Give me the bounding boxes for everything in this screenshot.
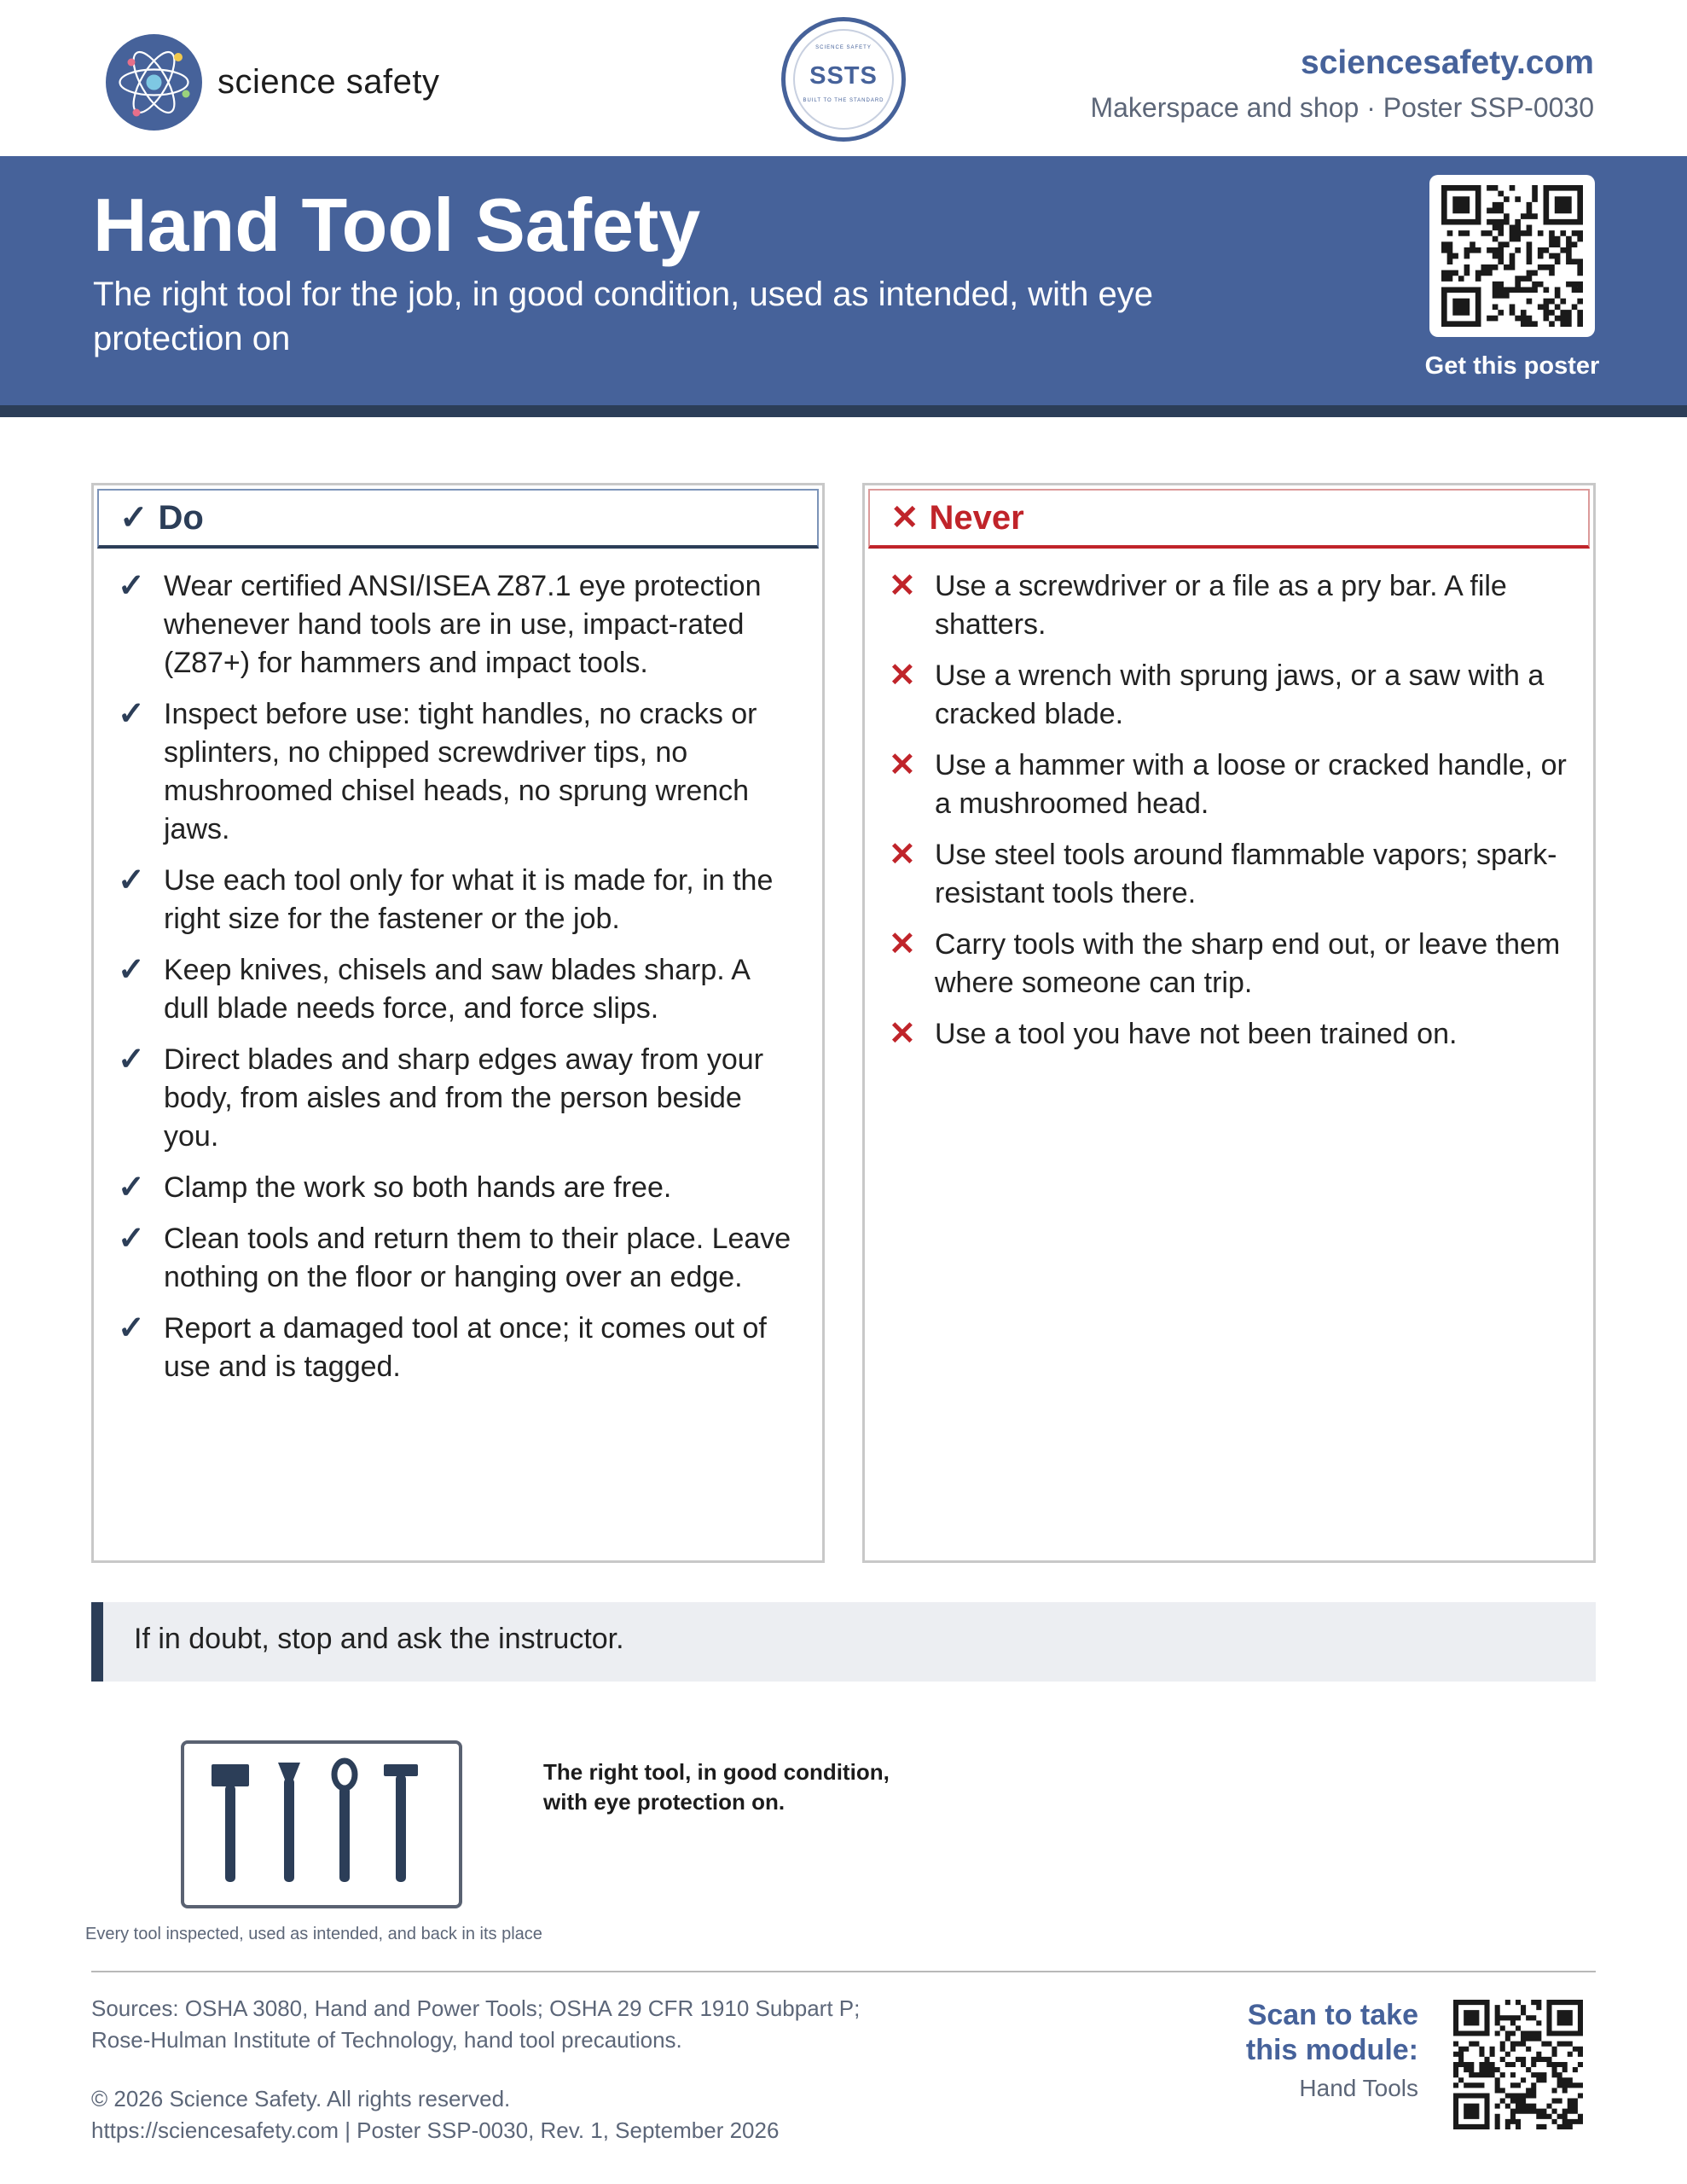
do-item-text: Use each tool only for what it is made for, in the right size for the fastener or the job. xyxy=(164,864,774,935)
callout-text: If in doubt, stop and ask the instructor. xyxy=(134,1623,624,1655)
do-item xyxy=(118,567,797,682)
check-icon: ✓ xyxy=(119,499,148,537)
copyright xyxy=(91,2083,779,2146)
qr-label: Get this poster xyxy=(1424,352,1600,380)
sources-line-1: Sources: OSHA 3080, Hand and Power Tools; OSHA 29 CFR 1910 Subpart P; xyxy=(91,1995,861,2021)
never-item xyxy=(889,836,1568,913)
check-icon: ✓ xyxy=(118,568,145,604)
do-item-text: Keep knives, chisels and saw blades sharp. A dull blade needs force, and force slips. xyxy=(164,954,750,1025)
do-item xyxy=(118,1169,797,1207)
banner-divider xyxy=(0,405,1687,417)
scan-line-1: Scan to take xyxy=(1247,1999,1418,2031)
module-qr-code[interactable] xyxy=(1453,2000,1583,2129)
ssts-seal xyxy=(781,17,906,142)
cross-icon: ✕ xyxy=(889,1016,916,1052)
wrench-icon xyxy=(339,1786,350,1882)
caption-line-2: with eye protection on. xyxy=(543,1789,786,1815)
never-item-text: Use a screwdriver or a file as a pry bar. A file shatters. xyxy=(935,570,1507,641)
do-heading xyxy=(97,489,819,549)
screwdriver-icon xyxy=(384,1764,418,1776)
doubt-callout xyxy=(91,1602,1596,1682)
never-item xyxy=(889,746,1568,823)
scan-prompt xyxy=(1246,1998,1418,2068)
page-subtitle: The right tool for the job, in good condition, used as intended, with eye protection on xyxy=(93,276,1154,357)
do-item-text: Clean tools and return them to their place. Leave nothing on the floor or hanging over an edge. xyxy=(164,1223,791,1293)
do-item-text: Inspect before use: tight handles, no cracks or splinters, no chipped screwdriver tips, no mushroomed chisel heads, no sprung wrench jaws. xyxy=(164,698,757,845)
never-item xyxy=(889,1015,1568,1054)
never-panel xyxy=(862,483,1596,1563)
caption-line-1: The right tool, in good condition, xyxy=(543,1759,890,1785)
do-heading-label: Do xyxy=(158,498,204,537)
illustration-caption xyxy=(543,1757,890,1817)
check-icon: ✓ xyxy=(118,696,145,732)
never-item xyxy=(889,567,1568,644)
brand-name: science safety xyxy=(217,63,440,101)
check-icon: ✓ xyxy=(118,1310,145,1346)
do-item-text: Wear certified ANSI/ISEA Z87.1 eye protection whenever hand tools are in use, impact-rated (Z87+) for hammers and impact tools. xyxy=(164,570,762,679)
poster-url-line[interactable]: https://sciencesafety.com | Poster SSP-0030, Rev. 1, September 2026 xyxy=(91,2117,780,2143)
do-item-text: Direct blades and sharp edges away from your body, from aisles and from the person beside you. xyxy=(164,1043,764,1153)
page-title: Hand Tool Safety xyxy=(93,183,701,267)
never-item-text: Use a wrench with sprung jaws, or a saw with a cracked blade. xyxy=(935,659,1545,730)
do-item xyxy=(118,695,797,849)
never-item-text: Use steel tools around flammable vapors; spark-resistant tools there. xyxy=(935,839,1557,909)
check-icon: ✓ xyxy=(118,1170,145,1205)
do-item xyxy=(118,1310,797,1386)
check-icon: ✓ xyxy=(118,863,145,898)
check-icon: ✓ xyxy=(118,1042,145,1077)
poster-qr-code[interactable] xyxy=(1429,175,1595,337)
seal-top-text: SCIENCE SAFETY xyxy=(815,45,872,50)
sources xyxy=(91,1993,1115,2056)
atom-icon xyxy=(106,34,202,131)
module-name: Hand Tools xyxy=(1299,2075,1418,2101)
tool-rack-illustration xyxy=(181,1740,462,1908)
do-item xyxy=(118,862,797,938)
never-item xyxy=(889,657,1568,734)
brand-logo[interactable] xyxy=(106,34,439,131)
never-item-text: Carry tools with the sharp end out, or leave them where someone can trip. xyxy=(935,928,1561,999)
scan-line-2: this module: xyxy=(1245,2034,1418,2066)
do-item xyxy=(118,1220,797,1297)
cross-icon: ✕ xyxy=(889,568,916,604)
cross-icon: ✕ xyxy=(889,747,916,783)
do-list xyxy=(118,567,797,1399)
do-item xyxy=(118,1041,797,1156)
do-item-text: Report a damaged tool at once; it comes out of use and is tagged. xyxy=(164,1312,767,1383)
copyright-line: © 2026 Science Safety. All rights reserved. xyxy=(91,2086,511,2111)
do-item xyxy=(118,951,797,1028)
sources-line-2: Rose-Hulman Institute of Technology, hand tool precautions. xyxy=(91,2027,682,2053)
cross-icon: ✕ xyxy=(889,658,916,694)
do-panel xyxy=(91,483,825,1563)
seal-bottom-text: BUILT TO THE STANDARD xyxy=(803,98,884,103)
poster-category: Makerspace and shop · Poster SSP-0030 xyxy=(1090,92,1594,123)
never-item-text: Use a hammer with a loose or cracked handle, or a mushroomed head. xyxy=(935,749,1567,820)
hammer-icon xyxy=(212,1764,249,1786)
poster-header xyxy=(0,0,1687,156)
footer-divider xyxy=(91,1971,1596,1972)
never-item-text: Use a tool you have not been trained on. xyxy=(935,1018,1458,1050)
never-item xyxy=(889,926,1568,1002)
title-banner xyxy=(0,156,1687,405)
cross-icon: ✕ xyxy=(889,926,916,962)
chisel-icon xyxy=(278,1763,300,1780)
cross-icon: ✕ xyxy=(889,837,916,873)
check-icon: ✓ xyxy=(118,952,145,988)
never-heading xyxy=(868,489,1590,549)
cross-icon: ✕ xyxy=(890,499,919,537)
never-list xyxy=(889,567,1568,1066)
check-icon: ✓ xyxy=(118,1221,145,1257)
do-item-text: Clamp the work so both hands are free. xyxy=(164,1171,672,1204)
site-link[interactable]: sciencesafety.com xyxy=(1301,44,1594,81)
never-heading-label: Never xyxy=(929,498,1024,537)
illustration-note: Every tool inspected, used as intended, and back in its place xyxy=(85,1925,542,1943)
seal-main-text: SSTS xyxy=(809,62,878,90)
